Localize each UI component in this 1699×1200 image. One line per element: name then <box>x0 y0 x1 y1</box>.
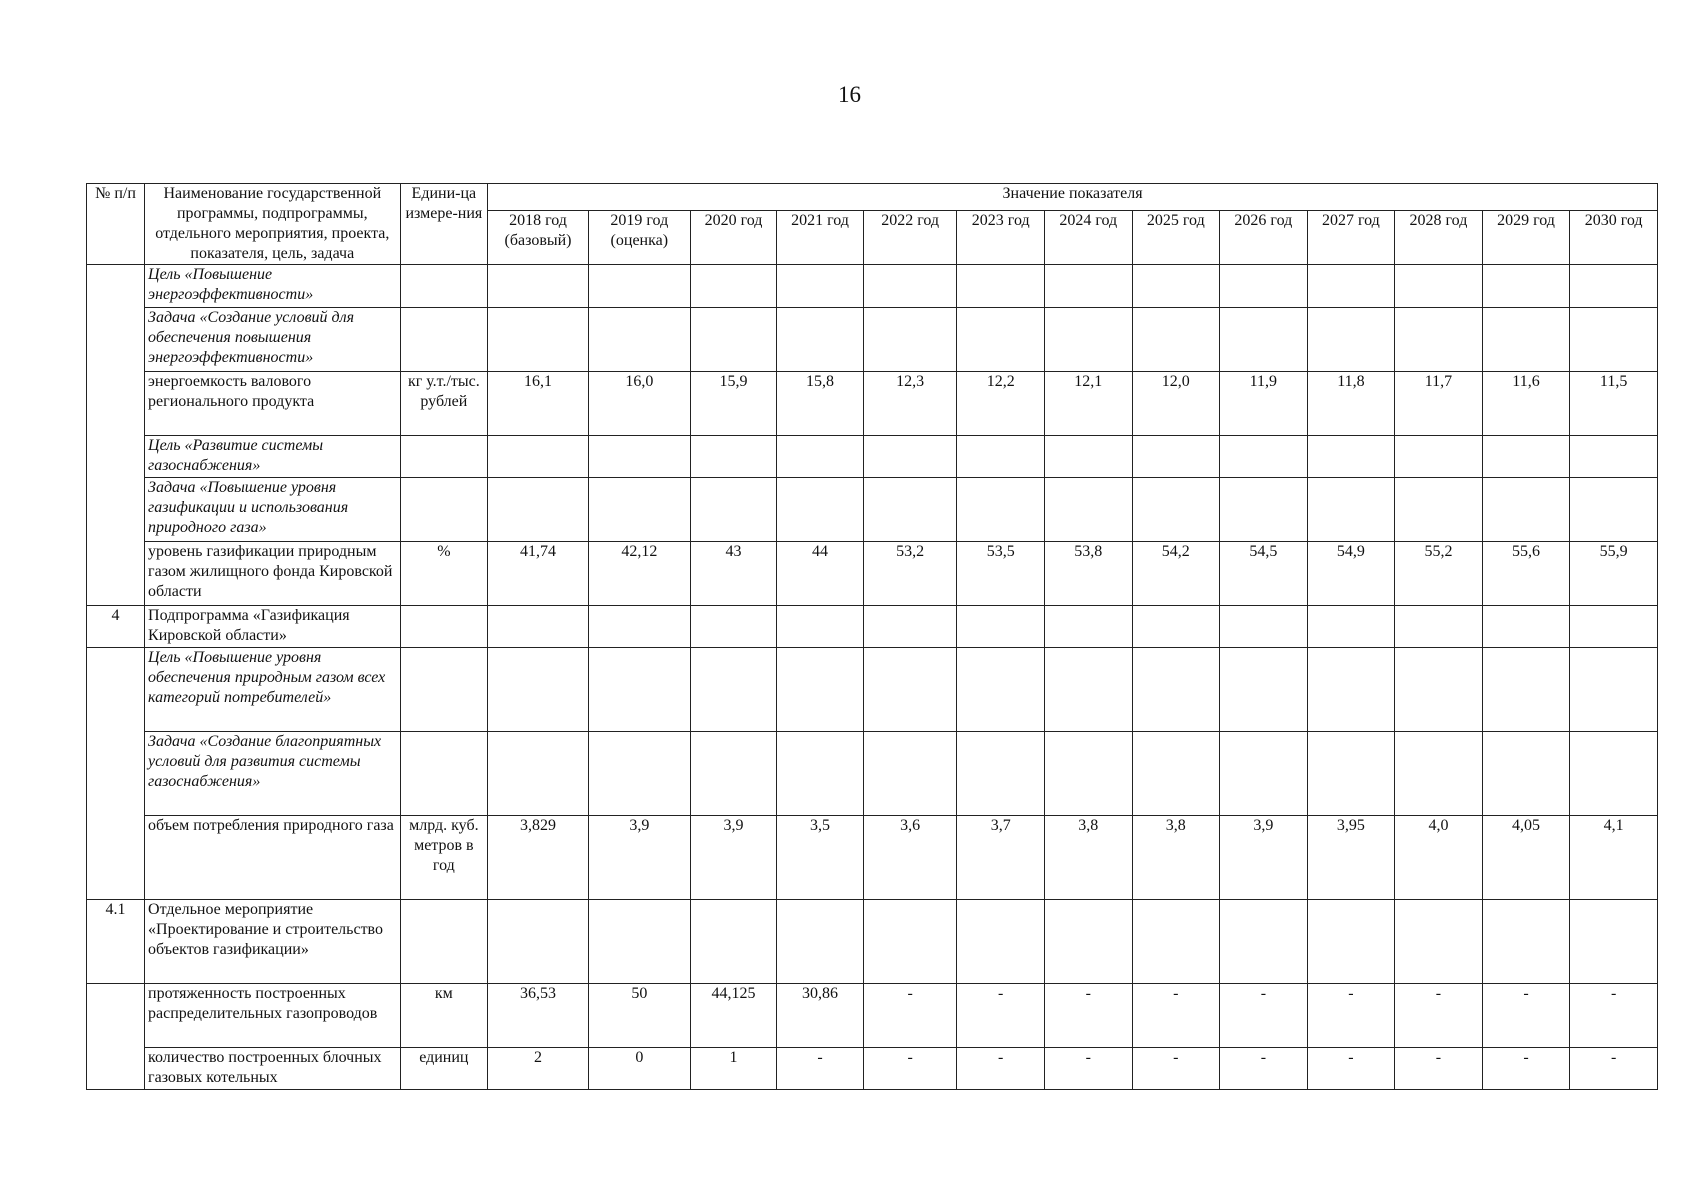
row-value <box>690 308 777 372</box>
row-value <box>1395 732 1483 816</box>
row-value <box>957 308 1045 372</box>
row-value <box>588 308 690 372</box>
row-unit: млрд. куб. метров в год <box>400 816 488 900</box>
header-year: 2022 год <box>863 211 957 265</box>
row-value <box>777 606 864 648</box>
row-num <box>87 984 145 1090</box>
row-value <box>588 900 690 984</box>
row-name: уровень газификации природным газом жилищного фонда Кировской области <box>145 542 401 606</box>
table-row <box>87 308 1658 372</box>
row-value <box>957 606 1045 648</box>
row-unit <box>400 436 488 478</box>
row-value <box>1220 308 1308 372</box>
indicators-table <box>86 183 1658 1090</box>
row-value <box>777 732 864 816</box>
row-value <box>1044 308 1132 372</box>
row-num <box>87 648 145 900</box>
row-value <box>1220 648 1308 732</box>
row-value: - <box>1570 1048 1658 1090</box>
row-value <box>777 648 864 732</box>
header-year: 2029 год <box>1482 211 1570 265</box>
row-value <box>1220 265 1308 308</box>
row-unit <box>400 606 488 648</box>
row-value: 53,2 <box>863 542 957 606</box>
header-year: 2027 год <box>1307 211 1395 265</box>
row-value <box>588 606 690 648</box>
row-value <box>1132 478 1220 542</box>
row-value <box>1044 606 1132 648</box>
row-value: 53,8 <box>1044 542 1132 606</box>
row-value <box>1132 265 1220 308</box>
table-row <box>87 542 1658 606</box>
table-row <box>87 900 1658 984</box>
row-value: - <box>1307 1048 1395 1090</box>
row-name: Цель «Развитие системы газоснабжения» <box>145 436 401 478</box>
table-row <box>87 816 1658 900</box>
header-year: 2019 год (оценка) <box>588 211 690 265</box>
row-value <box>1220 732 1308 816</box>
row-value: - <box>1132 1048 1220 1090</box>
row-value: 3,829 <box>488 816 589 900</box>
row-value <box>1482 900 1570 984</box>
row-value: 3,5 <box>777 816 864 900</box>
row-value <box>863 265 957 308</box>
row-value <box>690 606 777 648</box>
row-value: 3,6 <box>863 816 957 900</box>
row-value: 30,86 <box>777 984 864 1048</box>
row-value <box>1570 648 1658 732</box>
row-value: 3,7 <box>957 816 1045 900</box>
row-value <box>1044 478 1132 542</box>
row-name: Отдельное мероприятие «Проектирование и строительство объектов газификации» <box>145 900 401 984</box>
row-unit: % <box>400 542 488 606</box>
row-value: 12,0 <box>1132 372 1220 436</box>
row-value: - <box>1044 984 1132 1048</box>
row-value <box>1307 265 1395 308</box>
row-value <box>1132 436 1220 478</box>
row-value: 44,125 <box>690 984 777 1048</box>
row-value <box>1570 732 1658 816</box>
row-value <box>1044 436 1132 478</box>
row-value: 11,8 <box>1307 372 1395 436</box>
row-value: - <box>863 1048 957 1090</box>
header-year: 2021 год <box>777 211 864 265</box>
row-value <box>1482 436 1570 478</box>
row-value: - <box>1307 984 1395 1048</box>
row-name: Задача «Создание благоприятных условий для развития системы газоснабжения» <box>145 732 401 816</box>
row-unit <box>400 732 488 816</box>
row-value: - <box>863 984 957 1048</box>
row-value <box>1570 606 1658 648</box>
row-value <box>863 648 957 732</box>
table-row <box>87 372 1658 436</box>
row-value: 0 <box>588 1048 690 1090</box>
row-value: 55,9 <box>1570 542 1658 606</box>
row-value <box>1132 648 1220 732</box>
header-year: 2018 год (базовый) <box>488 211 589 265</box>
header-year: 2025 год <box>1132 211 1220 265</box>
row-value <box>777 900 864 984</box>
row-value: 16,1 <box>488 372 589 436</box>
row-value <box>1395 606 1483 648</box>
row-value <box>1395 265 1483 308</box>
row-value <box>1395 648 1483 732</box>
page-number: 16 <box>838 82 861 107</box>
row-value: 36,53 <box>488 984 589 1048</box>
row-value: - <box>1482 984 1570 1048</box>
row-value <box>1570 265 1658 308</box>
row-value <box>1132 606 1220 648</box>
row-value: 54,5 <box>1220 542 1308 606</box>
row-value: - <box>1570 984 1658 1048</box>
row-num: 4.1 <box>87 900 145 984</box>
row-unit <box>400 648 488 732</box>
header-year: 2024 год <box>1044 211 1132 265</box>
row-value <box>1220 478 1308 542</box>
row-value: 4,0 <box>1395 816 1483 900</box>
row-value <box>1132 732 1220 816</box>
header-year: 2026 год <box>1220 211 1308 265</box>
row-value <box>777 436 864 478</box>
row-value <box>1044 265 1132 308</box>
row-value: 11,6 <box>1482 372 1570 436</box>
row-value: 44 <box>777 542 864 606</box>
table-row <box>87 606 1658 648</box>
row-value <box>488 436 589 478</box>
header-name: Наименование государственной программы, подпрограммы, отдельного мероприятия, проекта, показателя, цель, задача <box>145 184 401 265</box>
row-value <box>1307 648 1395 732</box>
row-value: 11,5 <box>1570 372 1658 436</box>
row-value: 43 <box>690 542 777 606</box>
row-unit: кг у.т./тыс. рублей <box>400 372 488 436</box>
row-value: 11,9 <box>1220 372 1308 436</box>
row-value <box>488 265 589 308</box>
row-value: 2 <box>488 1048 589 1090</box>
row-value: - <box>957 984 1045 1048</box>
row-value <box>690 900 777 984</box>
row-value <box>957 436 1045 478</box>
row-value <box>957 265 1045 308</box>
row-value <box>1395 436 1483 478</box>
header-num: № п/п <box>87 184 145 265</box>
row-value <box>1307 732 1395 816</box>
row-value <box>1132 308 1220 372</box>
row-value: 42,12 <box>588 542 690 606</box>
row-value: 3,8 <box>1132 816 1220 900</box>
row-value: 15,9 <box>690 372 777 436</box>
row-name: Цель «Повышение энергоэффективности» <box>145 265 401 308</box>
row-value <box>1570 478 1658 542</box>
row-value <box>1307 606 1395 648</box>
row-unit <box>400 265 488 308</box>
row-value: - <box>1044 1048 1132 1090</box>
row-value <box>777 265 864 308</box>
row-value <box>1044 648 1132 732</box>
row-value <box>957 732 1045 816</box>
row-value: - <box>1220 984 1308 1048</box>
row-value <box>863 732 957 816</box>
row-value <box>1220 900 1308 984</box>
row-unit: единиц <box>400 1048 488 1090</box>
row-name: Задача «Создание условий для обеспечения повышения энергоэффективности» <box>145 308 401 372</box>
row-name: объем потребления природного газа <box>145 816 401 900</box>
row-value: 12,3 <box>863 372 957 436</box>
row-value <box>1482 732 1570 816</box>
row-value: 3,9 <box>1220 816 1308 900</box>
row-value <box>1307 308 1395 372</box>
row-value <box>690 732 777 816</box>
row-value <box>588 732 690 816</box>
row-value: - <box>1132 984 1220 1048</box>
table-row <box>87 1048 1658 1090</box>
row-value: - <box>1395 984 1483 1048</box>
row-value: 41,74 <box>488 542 589 606</box>
row-value <box>1044 732 1132 816</box>
row-value <box>690 436 777 478</box>
row-value: - <box>957 1048 1045 1090</box>
row-value: 4,05 <box>1482 816 1570 900</box>
row-value <box>1482 265 1570 308</box>
row-value: - <box>777 1048 864 1090</box>
row-num <box>87 265 145 606</box>
row-value <box>488 478 589 542</box>
row-value <box>1307 436 1395 478</box>
row-name: Подпрограмма «Газификация Кировской области» <box>145 606 401 648</box>
row-value: 55,6 <box>1482 542 1570 606</box>
row-value: - <box>1220 1048 1308 1090</box>
row-value: 1 <box>690 1048 777 1090</box>
row-value: 16,0 <box>588 372 690 436</box>
row-value: 11,7 <box>1395 372 1483 436</box>
table-row <box>87 984 1658 1048</box>
row-value <box>1395 478 1483 542</box>
header-value-group: Значение показателя <box>488 184 1658 211</box>
row-value: 50 <box>588 984 690 1048</box>
row-num: 4 <box>87 606 145 648</box>
row-value <box>777 478 864 542</box>
row-value: 3,9 <box>690 816 777 900</box>
table-row <box>87 648 1658 732</box>
row-value <box>1570 900 1658 984</box>
row-value <box>1482 606 1570 648</box>
row-value <box>488 900 589 984</box>
row-name: энергоемкость валового регионального продукта <box>145 372 401 436</box>
row-value <box>588 436 690 478</box>
row-value <box>863 478 957 542</box>
header-year: 2023 год <box>957 211 1045 265</box>
row-value: 12,2 <box>957 372 1045 436</box>
header-year: 2030 год <box>1570 211 1658 265</box>
row-value <box>1395 900 1483 984</box>
row-value <box>863 606 957 648</box>
row-value <box>1220 606 1308 648</box>
row-value <box>1044 900 1132 984</box>
row-value <box>488 732 589 816</box>
row-value <box>588 648 690 732</box>
row-value <box>1132 900 1220 984</box>
row-value: 55,2 <box>1395 542 1483 606</box>
row-unit: км <box>400 984 488 1048</box>
row-value <box>690 478 777 542</box>
row-value <box>863 308 957 372</box>
header-year: 2020 год <box>690 211 777 265</box>
row-name: количество построенных блочных газовых котельных <box>145 1048 401 1090</box>
row-value <box>957 648 1045 732</box>
row-value <box>863 900 957 984</box>
row-value <box>957 478 1045 542</box>
table-row <box>87 732 1658 816</box>
table-row <box>87 478 1658 542</box>
row-unit <box>400 308 488 372</box>
row-name: Цель «Повышение уровня обеспечения природным газом всех категорий потребителей» <box>145 648 401 732</box>
row-value: 4,1 <box>1570 816 1658 900</box>
row-value: 12,1 <box>1044 372 1132 436</box>
row-value <box>588 265 690 308</box>
row-name: Задача «Повышение уровня газификации и использования природного газа» <box>145 478 401 542</box>
row-value <box>777 308 864 372</box>
row-value: 3,95 <box>1307 816 1395 900</box>
row-value: 54,9 <box>1307 542 1395 606</box>
row-value: 53,5 <box>957 542 1045 606</box>
row-value <box>1570 308 1658 372</box>
row-value: - <box>1395 1048 1483 1090</box>
row-value <box>1482 648 1570 732</box>
row-value: 54,2 <box>1132 542 1220 606</box>
row-unit <box>400 900 488 984</box>
row-value <box>488 606 589 648</box>
row-value: - <box>1482 1048 1570 1090</box>
row-value: 3,9 <box>588 816 690 900</box>
header-unit: Едини-ца измере-ния <box>400 184 488 265</box>
row-value: 15,8 <box>777 372 864 436</box>
row-value <box>690 648 777 732</box>
header-year: 2028 год <box>1395 211 1483 265</box>
row-value <box>1307 478 1395 542</box>
row-value <box>863 436 957 478</box>
header-row-1 <box>87 184 1658 211</box>
table-row <box>87 265 1658 308</box>
row-value <box>690 265 777 308</box>
row-value <box>1220 436 1308 478</box>
row-value <box>588 478 690 542</box>
table-row <box>87 436 1658 478</box>
row-unit <box>400 478 488 542</box>
row-value <box>1482 308 1570 372</box>
row-value <box>488 648 589 732</box>
row-value <box>1395 308 1483 372</box>
row-value <box>488 308 589 372</box>
row-value <box>957 900 1045 984</box>
row-value <box>1482 478 1570 542</box>
row-value: 3,8 <box>1044 816 1132 900</box>
row-value <box>1307 900 1395 984</box>
row-name: протяженность построенных распределительных газопроводов <box>145 984 401 1048</box>
row-value <box>1570 436 1658 478</box>
